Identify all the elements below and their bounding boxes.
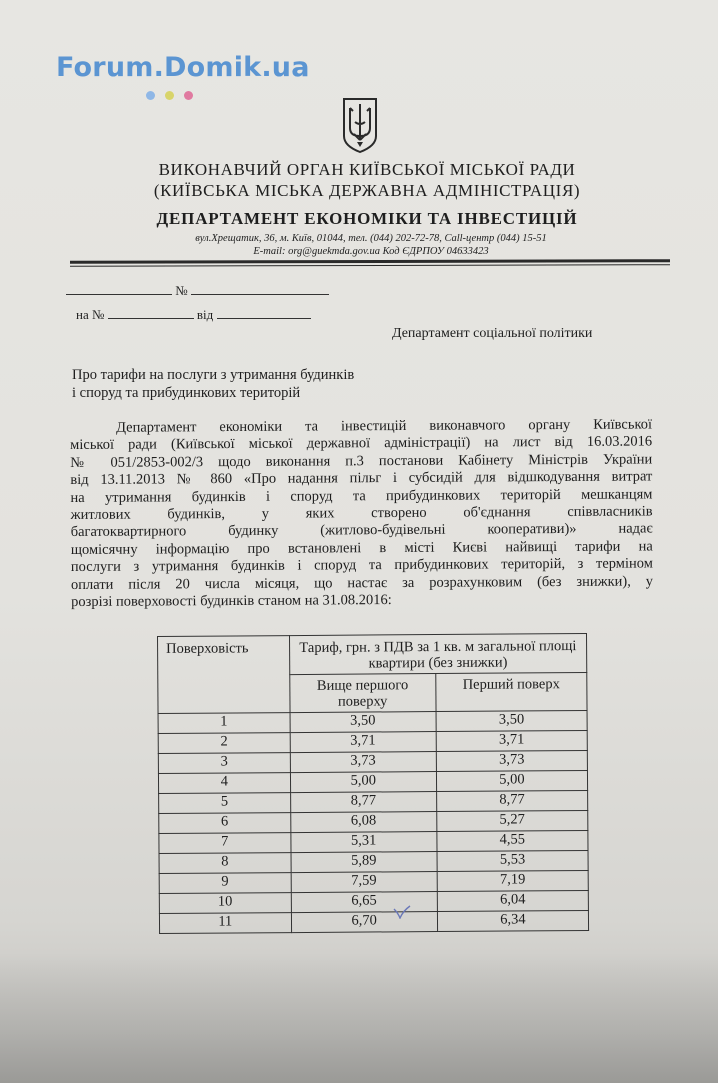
watermark-dots (146, 87, 310, 97)
watermark-dot-yellow (165, 91, 174, 100)
above-first-floor-cell: 3,50 (290, 712, 436, 733)
header-tariff: Тариф, грн. з ПДВ за 1 кв. м загальної площі квартири (без знижки) (289, 634, 587, 675)
above-first-floor-cell: 3,71 (290, 732, 436, 753)
trident-emblem-icon (340, 96, 380, 154)
first-floor-cell: 6,34 (437, 910, 588, 931)
above-first-floor-cell: 5,00 (290, 772, 436, 793)
body-line: № 051/2853-002/3 щодо виконання п.3 постанови Кабінету Міністрів України (70, 451, 653, 471)
floors-cell: 5 (159, 793, 291, 814)
watermark-dot-blue (146, 91, 155, 100)
floors-cell: 11 (159, 913, 291, 934)
photo-shadow (0, 953, 718, 1083)
first-floor-cell: 3,73 (436, 750, 587, 771)
above-first-floor-cell: 6,08 (290, 812, 436, 833)
addressee: Департамент соціальної політики (392, 326, 593, 341)
body-line: розрізі поверховості будинків станом на 31.08.2016: (71, 592, 392, 611)
watermark-logo: Forum.Domik.ua (56, 52, 310, 83)
table-row (159, 910, 588, 933)
floors-cell: 3 (158, 753, 290, 774)
first-floor-cell: 3,71 (436, 730, 587, 751)
first-floor-cell: 5,27 (437, 810, 588, 831)
first-floor-cell: 7,19 (437, 870, 588, 891)
header-rule-thick (70, 259, 670, 264)
first-floor-cell: 5,53 (437, 850, 588, 871)
tariff-rows (158, 710, 589, 933)
above-first-floor-cell: 6,65 (291, 892, 437, 913)
body-line: на утримання будинків і споруд та прибудинкових територій мешканцям (70, 486, 653, 506)
header-above-first-floor: Вище першого поверху (289, 674, 435, 713)
header-rule-thin (70, 264, 670, 267)
header-first-floor: Перший поверх (436, 673, 587, 712)
watermark (56, 52, 310, 97)
floors-cell: 9 (159, 873, 291, 894)
body-line: щомісячну інформацію про встановлені в місті Києві найвищі тарифи на (70, 538, 653, 558)
date-blank (66, 282, 172, 295)
subject (72, 366, 354, 402)
body-line: міської ради (Київської міської державної адміністрації) на лист від 16.03.2016 (70, 433, 653, 454)
body-line: Департамент економіки та інвестицій виконавчого органу Київської (115, 416, 653, 436)
tariff-table (157, 633, 589, 934)
floors-cell: 10 (159, 893, 291, 914)
letter-body (70, 416, 653, 611)
ref-label: на № (76, 307, 105, 322)
subject-line2: і споруд та прибудинкових територій (72, 385, 301, 401)
number-blank (191, 282, 329, 295)
floors-cell: 7 (159, 833, 291, 854)
body-line: оплати після 20 числа місяця, що настає за розрахунковим (без знижки), у (70, 573, 654, 593)
from-label: від (196, 307, 214, 322)
floors-cell: 6 (159, 813, 291, 834)
first-floor-cell: 4,55 (437, 830, 588, 851)
above-first-floor-cell: 5,89 (291, 852, 437, 873)
org-name-line1: ВИКОНАВЧИЙ ОРГАН КИЇВСЬКОЇ МІСЬКОЇ РАДИ (158, 160, 576, 179)
floors-cell: 4 (158, 773, 290, 794)
first-floor-cell: 6,04 (437, 890, 588, 911)
body-line: від 13.11.2013 № 860 «Про надання пільг і субсидій для відшкодування витрат (70, 468, 653, 489)
above-first-floor-cell: 7,59 (291, 872, 437, 893)
address-line1: вул.Хрещатик, 36, м. Київ, 01044, тел. (044) 202-72-78, Call-центр (044) 15-51 (195, 233, 547, 244)
above-first-floor-cell: 6,70 (291, 912, 437, 933)
above-first-floor-cell: 3,73 (290, 752, 436, 773)
first-floor-cell: 3,50 (436, 710, 587, 731)
watermark-dot-pink (184, 91, 193, 100)
ref-blank (108, 306, 194, 319)
number-label: № (175, 283, 188, 298)
body-line: житлових будинків, у яких створено об'єднання співвласників (70, 503, 653, 524)
handwritten-check-mark (393, 905, 411, 919)
org-name-line2: (КИЇВСЬКА МІСЬКА ДЕРЖАВНА АДМІНІСТРАЦІЯ) (153, 181, 581, 200)
above-first-floor-cell: 8,77 (290, 792, 436, 813)
floors-cell: 2 (158, 733, 290, 754)
floors-cell: 8 (159, 853, 291, 874)
body-line: послуги з утримання будинків і споруд та прибудинкових територій, з терміном (70, 555, 653, 576)
department-title: ДЕПАРТАМЕНТ ЕКОНОМІКИ ТА ІНВЕСТИЦІЙ (156, 209, 578, 228)
above-first-floor-cell: 5,31 (290, 832, 436, 853)
first-floor-cell: 8,77 (436, 790, 587, 811)
floors-cell: 1 (158, 713, 290, 734)
subject-line1: Про тарифи на послуги з утримання будинків (72, 367, 355, 383)
body-line: багатоквартирного будинку (житлово-будівельні кооперативи)» надає (70, 520, 653, 541)
registration-ref-line (76, 306, 311, 323)
registration-number-line (66, 282, 329, 299)
address-line2: E-mail: org@guekmda.gov.ua Код ЄДРПОУ 04633423 (253, 246, 489, 257)
first-floor-cell: 5,00 (436, 770, 587, 791)
header-floors: Поверховість (158, 636, 290, 714)
from-blank (217, 306, 311, 319)
